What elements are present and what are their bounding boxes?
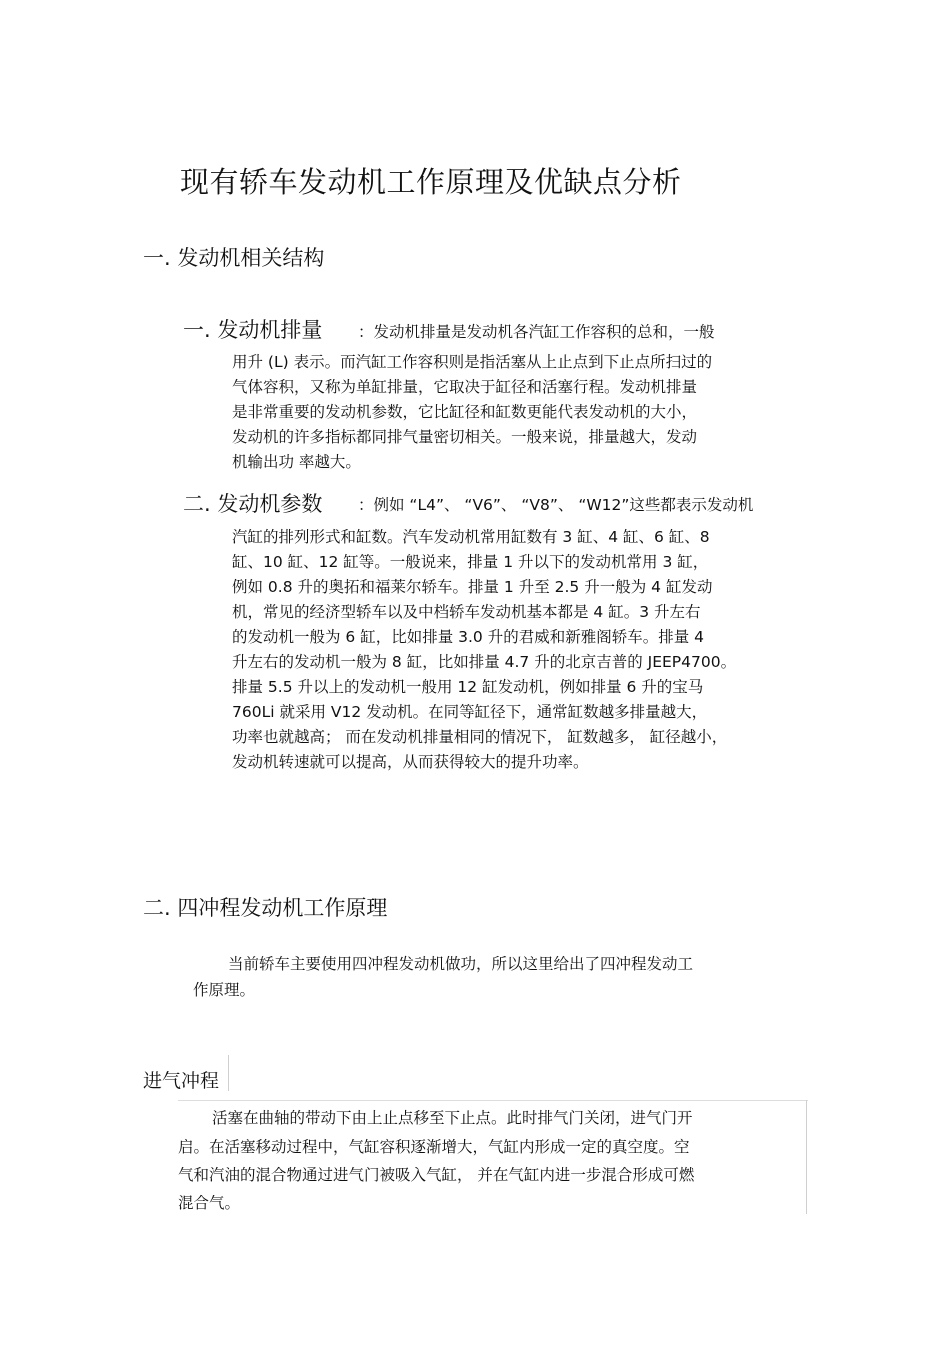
paragraph-line: 功率也就越高； 而在发动机排量相同的情况下， 缸数越多， 缸径越小，: [232, 728, 728, 746]
subsection-displacement-heading: 一. 发动机排量: [183, 318, 323, 342]
paragraph-line: 发动机转速就可以提高，从而获得较大的提升功率。: [232, 753, 589, 771]
subsection-parameters-heading: 二. 发动机参数: [183, 492, 323, 516]
intake-stroke-heading: 进气冲程: [143, 1070, 220, 1092]
paragraph-line: 用升 (L) 表示。而汽缸工作容积则是指活塞从上止点到下止点所扫过的: [232, 353, 713, 371]
paragraph-line: 机，常见的经济型轿车以及中档轿车发动机基本都是 4 缸。3 升左右: [232, 603, 701, 621]
subsection-parameters-lead: ：例如 “L4”、 “V6”、 “V8”、 “W12”这些都表示发动机: [358, 496, 754, 514]
paragraph-line: 760Li 就采用 V12 发动机。在同等缸径下，通常缸数越多排量越大，: [232, 703, 708, 721]
paragraph-line: 的发动机一般为 6 缸，比如排量 3.0 升的君威和新雅阁轿车。排量 4: [232, 628, 705, 646]
section-1-heading: 一. 发动机相关结构: [143, 246, 325, 270]
intake-paragraph-line: 混合气。: [178, 1194, 241, 1212]
intro-line: 作原理。: [193, 981, 256, 999]
intake-paragraph-line: 气和汽油的混合物通过进气门被吸入气缸， 并在气缸内进一步混合形成可燃: [178, 1166, 695, 1184]
intake-paragraph-line: 活塞在曲轴的带动下由上止点移至下止点。此时排气门关闭，进气门开: [212, 1109, 693, 1127]
intake-paragraph-line: 启。在活塞移动过程中，气缸容积逐渐增大，气缸内形成一定的真空度。空: [178, 1138, 690, 1156]
paragraph-line: 升左右的发动机一般为 8 缸，比如排量 4.7 升的北京吉普的 JEEP4700。: [232, 653, 737, 671]
paragraph-line: 汽缸的排列形式和缸数。汽车发动机常用缸数有 3 缸、4 缸、6 缸、8: [232, 528, 710, 546]
heading-divider: [228, 1055, 229, 1091]
paragraph-line: 发动机的许多指标都同排气量密切相关。一般来说，排量越大，发动: [232, 428, 698, 446]
text-box-right-border: [806, 1100, 807, 1214]
paragraph-line: 机输出功 率越大。: [232, 453, 361, 471]
paragraph-line: 气体容积，又称为单缸排量，它取决于缸径和活塞行程。发动机排量: [232, 378, 698, 396]
intro-line: 当前轿车主要使用四冲程发动机做功，所以这里给出了四冲程发动工: [228, 955, 694, 973]
subsection-displacement-lead: ：发动机排量是发动机各汽缸工作容积的总和，一般: [358, 323, 715, 341]
paragraph-line: 例如 0.8 升的奥拓和福莱尔轿车。排量 1 升至 2.5 升一般为 4 缸发动: [232, 578, 713, 596]
text-box-top-border: [178, 1100, 808, 1101]
section-2-heading: 二. 四冲程发动机工作原理: [143, 896, 388, 920]
paragraph-line: 是非常重要的发动机参数，它比缸径和缸数更能代表发动机的大小，: [232, 403, 698, 421]
paragraph-line: 缸、10 缸、12 缸等。一般说来，排量 1 升以下的发动机常用 3 缸，: [232, 553, 709, 571]
paragraph-line: 排量 5.5 升以上的发动机一般用 12 缸发动机，例如排量 6 升的宝马: [232, 678, 704, 696]
page-title: 现有轿车发动机工作原理及优缺点分析: [180, 165, 682, 199]
